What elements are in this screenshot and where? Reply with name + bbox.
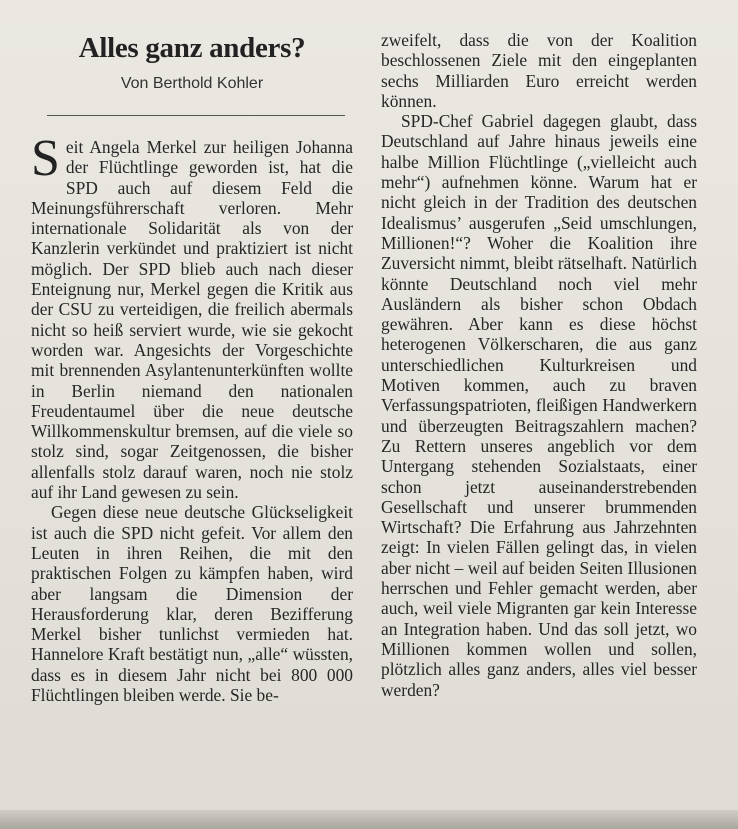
left-column	[31, 130, 353, 706]
paragraph-1	[31, 130, 353, 503]
headline: Alles ganz anders?	[78, 32, 306, 64]
paragraph-2: Gegen diese neue deutsche Glückseligkeit ist auch die SPD nicht gefeit. Vor allem den Leuten in ihren Reihen, die mit den praktischen Folgen zu kämpfen haben, wird aber langsam die Dimension der Herausforderung klar, deren Bezifferung Merkel bisher tunlichst vermieden hat. Hannelore Kraft bestätigt nun, „alle“ wüssten, dass es in diesem Jahr nicht bei 800 000 Flüchtlingen bleiben werde. Sie be-	[31, 502, 353, 706]
byline: Von Berthold Kohler	[120, 75, 264, 92]
drop-cap: S	[31, 130, 60, 187]
paragraph-4: SPD-Chef Gabriel dagegen glaubt, dass Deutschland auf Jahre hinaus jeweils eine halbe Million Flüchtlinge („vielleicht auch mehr“) aufnehmen könne. Warum hat er nicht gleich in der Tradition des deutschen Idealismus’ ausgerufen „Seid umschlungen, Millionen!“? Woher die Koalition ihre Zuversicht nimmt, bleibt rätselhaft. Natürlich könnte Deutschland noch viel mehr Ausländern als bisher schon Obdach gewähren. Aber kann es diese höchst heterogenen Völkerscharen, die aus ganz unterschiedlichen Kulturkreisen und Motiven kommen, auch zu braven Verfassungspatrioten, fleißigen Handwerkern und überzeugten Beitragszahlern machen? Zu Rettern unseres angeblich vor dem Untergang stehenden Sozialstaats, einer schon jetzt auseinanderstrebenden Gesellschaft und unserer brummenden Wirtschaft? Die Erfahrung aus Jahrzehnten zeigt: In vielen Fällen gelingt das, in vielen aber nicht – weil auf beiden Seiten Illusionen herrschen und Fehler gemacht werden, aber auch, weil viele Migranten gar kein Interesse an Integration haben. Und das soll jetzt, wo Millionen kommen wollen und sollen, plötzlich alles ganz anders, alles viel besser werden?	[381, 111, 697, 700]
byline-divider	[47, 115, 345, 116]
paragraph-3: zweifelt, dass die von der Koalition beschlossenen Ziele mit den eingeplanten sechs Milliarden Euro erreicht werden können.	[381, 30, 697, 111]
paragraph-1-text: eit Angela Merkel zur heiligen Johanna der Flüchtlinge geworden ist, hat die SPD auch auf diesem Feld die Meinungsführerschaft verloren. Mehr internationale Solidarität als von der Kanzlerin verkündet und praktiziert ist nicht möglich. Der SPD blieb auch nach dieser Enteignung nur, Merkel gegen die Kritik aus der CSU zu verteidigen, die freilich abermals nicht so heiß serviert wurde, wie sie gekocht worden war. Angesichts der Vorgeschichte mit brennenden Asylantenunterkünften wollte in Berlin niemand den nationalen Freudentaumel über die neue deutsche Willkommenskultur bremsen, auf die viele so stolz sind, sogar Zeitgenossen, die bisher allenfalls stolz darauf waren, noch nie stolz auf ihr Land gewesen zu sein.	[31, 137, 353, 503]
clipping-edge	[0, 810, 738, 829]
right-column	[381, 30, 697, 700]
